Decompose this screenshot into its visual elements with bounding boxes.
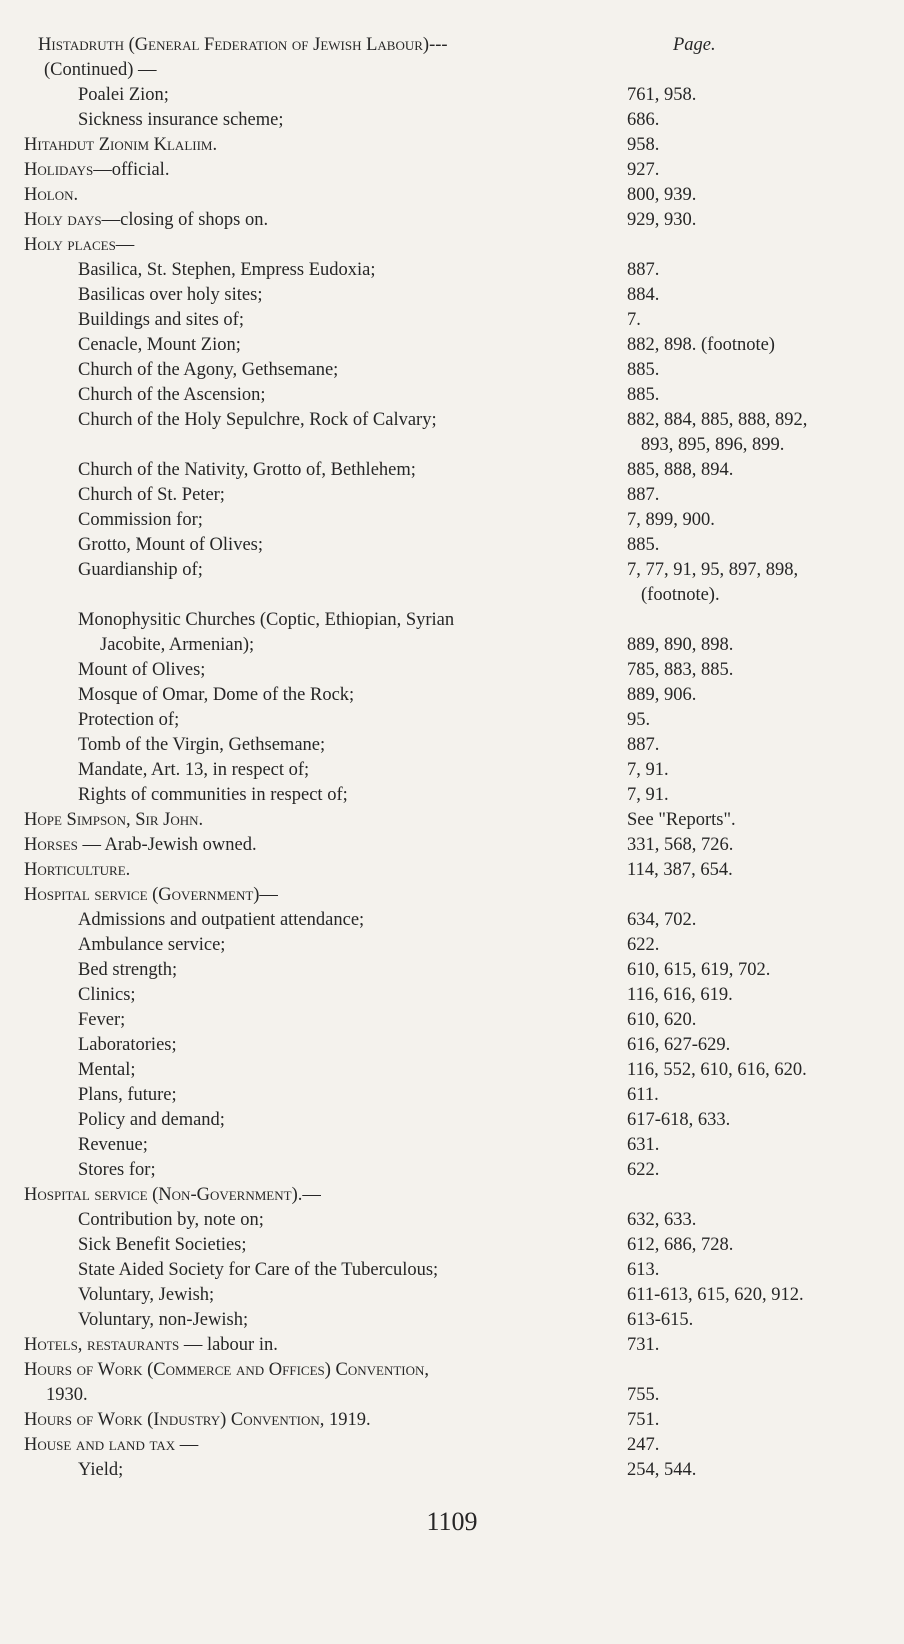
entry-term (0, 633, 610, 658)
entry-term (0, 1058, 610, 1083)
index-entry (0, 133, 904, 158)
index-entry (0, 308, 904, 333)
entry-text: Protection of; (78, 710, 180, 730)
index-entry-continuation (0, 583, 904, 608)
entry-term (0, 1008, 610, 1033)
entry-text: Voluntary, non-Jewish; (78, 1310, 249, 1330)
entry-page-refs: 254, 544. (627, 1460, 697, 1480)
entry-term (0, 233, 610, 258)
entry-text: Mosque of Omar, Dome of the Rock; (78, 685, 355, 705)
index-entry (0, 1233, 904, 1258)
entry-term (0, 183, 610, 208)
entry-term (0, 208, 610, 233)
entry-heading-smallcaps: Holy places— (24, 235, 135, 255)
entry-text: Basilica, St. Stephen, Empress Eudoxia; (78, 260, 376, 280)
entry-page-refs: 887. (627, 735, 660, 755)
entry-term (0, 1133, 610, 1158)
entry-text: Laboratories; (78, 1035, 177, 1055)
entry-term (0, 783, 610, 808)
index-entry (0, 258, 904, 283)
entry-heading-smallcaps: House and land tax (24, 1435, 176, 1455)
entry-text: Church of the Nativity, Grotto of, Bethlehem; (78, 460, 416, 480)
entry-term (0, 133, 610, 158)
entry-page-refs: 800, 939. (627, 185, 697, 205)
heading-text: Histadruth (General Federation of Jewish Labour)--- (38, 35, 448, 55)
index-entry (0, 1408, 904, 1433)
entry-heading-smallcaps: Holon. (24, 185, 79, 205)
entry-text: Plans, future; (78, 1085, 177, 1105)
entry-term (0, 258, 610, 283)
entry-page-refs: 893, 895, 896, 899. (641, 435, 785, 455)
entry-term (0, 458, 610, 483)
entry-page-refs: 622. (627, 1160, 660, 1180)
entry-text: Rights of communities in respect of; (78, 785, 348, 805)
entry-term (0, 383, 610, 408)
entry-term (0, 908, 610, 933)
entry-term (0, 1433, 610, 1458)
entry-page-refs: 611. (627, 1085, 659, 1105)
entry-heading-smallcaps: Horses (24, 835, 78, 855)
entry-term (0, 658, 610, 683)
entry-page-refs: 884. (627, 285, 660, 305)
entry-page-refs: 887. (627, 485, 660, 505)
continued-heading (0, 33, 904, 58)
index-entry (0, 658, 904, 683)
index-entry (0, 458, 904, 483)
entry-page-refs: 612, 686, 728. (627, 1235, 734, 1255)
entry-page-refs: 631. (627, 1135, 660, 1155)
entry-term (0, 1258, 610, 1283)
entry-page-refs: 755. (627, 1385, 660, 1405)
entry-term (0, 933, 610, 958)
entry-heading-smallcaps: Hours of Work (Industry) Convention, (24, 1410, 325, 1430)
index-entry (0, 883, 904, 908)
entry-page-refs: 889, 906. (627, 685, 697, 705)
entry-text: Stores for; (78, 1160, 156, 1180)
entry-page-refs: 610, 615, 619, 702. (627, 960, 771, 980)
index-entry-continuation (0, 433, 904, 458)
entry-page-refs: 882, 884, 885, 888, 892, (627, 410, 808, 430)
entry-term (0, 708, 610, 733)
entry-text: Guardianship of; (78, 560, 203, 580)
index-entry (0, 708, 904, 733)
entry-term (0, 1383, 610, 1408)
index-entry (0, 1083, 904, 1108)
entry-text: Clinics; (78, 985, 136, 1005)
entry-page-refs: 885. (627, 360, 660, 380)
index-entry-continuation (0, 633, 904, 658)
entry-text: (Continued) — (44, 60, 157, 80)
index-entry (0, 1058, 904, 1083)
entry-page-refs: 887. (627, 260, 660, 280)
entry-text: Church of the Holy Sepulchre, Rock of Calvary; (78, 410, 437, 430)
index-entry (0, 333, 904, 358)
entry-text: Sick Benefit Societies; (78, 1235, 247, 1255)
entry-term (0, 683, 610, 708)
entry-term (0, 733, 610, 758)
entry-text: Grotto, Mount of Olives; (78, 535, 263, 555)
entry-text: Revenue; (78, 1135, 148, 1155)
entry-term (0, 533, 610, 558)
entry-text: State Aided Society for Care of the Tuberculous; (78, 1260, 439, 1280)
entry-heading-smallcaps: Holidays (24, 160, 94, 180)
entry-term (0, 958, 610, 983)
index-entry (0, 208, 904, 233)
index-entry-continuation (0, 1383, 904, 1408)
entry-heading-smallcaps: Hospital service (Government)— (24, 885, 278, 905)
index-entry (0, 1308, 904, 1333)
entry-term (0, 833, 610, 858)
page-number: 1109 (426, 1507, 478, 1536)
entry-page-refs: 7, 91. (627, 785, 669, 805)
index-entry (0, 1208, 904, 1233)
entry-term (0, 1108, 610, 1133)
entry-text: —official. (93, 160, 170, 180)
entry-term (0, 283, 610, 308)
entry-term (0, 1308, 610, 1333)
entry-text-continued: Jacobite, Armenian); (100, 635, 255, 655)
index-entry (0, 83, 904, 108)
entry-page-refs: 114, 387, 654. (627, 860, 733, 880)
index-entry (0, 483, 904, 508)
index-entry (0, 408, 904, 433)
index-entry (0, 958, 904, 983)
entry-term (0, 1408, 610, 1433)
index-entry (0, 608, 904, 633)
entry-page-refs: 889, 890, 898. (627, 635, 734, 655)
entry-term (0, 508, 610, 533)
entry-text: —closing of shops on. (101, 210, 269, 230)
entry-term (0, 1183, 610, 1208)
entry-text: Fever; (78, 1010, 126, 1030)
entry-text: — labour in. (179, 1335, 278, 1355)
entry-text: Sickness insurance scheme; (78, 110, 284, 130)
entry-term (0, 1233, 610, 1258)
entry-page-refs: 785, 883, 885. (627, 660, 734, 680)
entry-text: Church of St. Peter; (78, 485, 225, 505)
index-page (0, 33, 904, 1537)
entry-page-refs: 751. (627, 1410, 660, 1430)
entry-term (0, 83, 610, 108)
entry-text: Church of the Agony, Gethsemane; (78, 360, 339, 380)
index-entry (0, 758, 904, 783)
entry-page-refs: 622. (627, 935, 660, 955)
entry-text: Commission for; (78, 510, 203, 530)
entry-term (0, 483, 610, 508)
entry-term (0, 1208, 610, 1233)
index-entry (0, 1108, 904, 1133)
entry-text: Tomb of the Virgin, Gethsemane; (78, 735, 326, 755)
entry-term (0, 1083, 610, 1108)
entry-page-refs: 958. (627, 135, 660, 155)
entry-term (0, 983, 610, 1008)
entry-page-refs: 882, 898. (footnote) (627, 335, 775, 355)
entry-text: Basilicas over holy sites; (78, 285, 263, 305)
entry-text: Bed strength; (78, 960, 178, 980)
index-entry (0, 1283, 904, 1308)
entry-term (0, 883, 610, 908)
entry-page-refs: 116, 552, 610, 616, 620. (627, 1060, 807, 1080)
entry-text: Yield; (78, 1460, 124, 1480)
index-entry (0, 908, 904, 933)
entry-page-refs: 116, 616, 619. (627, 985, 733, 1005)
index-entry (0, 983, 904, 1008)
entry-text: Poalei Zion; (78, 85, 169, 105)
entry-term (0, 108, 610, 133)
entry-page-refs: 731. (627, 1335, 660, 1355)
entry-page-refs: 331, 568, 726. (627, 835, 734, 855)
entry-page-refs: 927. (627, 160, 660, 180)
entry-text: — Arab-Jewish owned. (77, 835, 257, 855)
entry-term (0, 1333, 610, 1358)
entry-term (0, 558, 610, 583)
entry-page-refs: 617-618, 633. (627, 1110, 731, 1130)
index-entry (0, 158, 904, 183)
entry-term (0, 1283, 610, 1308)
entry-page-refs: 885. (627, 535, 660, 555)
entry-text: Mandate, Art. 13, in respect of; (78, 760, 310, 780)
entry-term (0, 358, 610, 383)
index-entry (0, 283, 904, 308)
entry-term (0, 1033, 610, 1058)
entry-heading-smallcaps: Holy days (24, 210, 102, 230)
entry-page-refs: 613. (627, 1260, 660, 1280)
entry-page-refs: 885, 888, 894. (627, 460, 734, 480)
entry-text-continued: 1930. (46, 1385, 88, 1405)
entry-text: Mental; (78, 1060, 136, 1080)
index-entry (0, 1358, 904, 1383)
entry-term (0, 333, 610, 358)
index-entry (0, 58, 904, 83)
entry-term (0, 608, 610, 633)
entry-page-refs: 686. (627, 110, 660, 130)
entry-page-refs: 613-615. (627, 1310, 694, 1330)
entry-text: Cenacle, Mount Zion; (78, 335, 241, 355)
entry-heading-smallcaps: Hope Simpson, Sir John. (24, 810, 204, 830)
index-entry (0, 783, 904, 808)
entry-term (0, 308, 610, 333)
index-entry (0, 1183, 904, 1208)
entry-page-refs: 616, 627-629. (627, 1035, 731, 1055)
index-entry (0, 1033, 904, 1058)
entry-text: Policy and demand; (78, 1110, 225, 1130)
index-entry (0, 508, 904, 533)
entry-term (0, 1458, 610, 1483)
index-entry (0, 1333, 904, 1358)
index-entry (0, 858, 904, 883)
entry-term (0, 1158, 610, 1183)
entry-text: Contribution by, note on; (78, 1210, 264, 1230)
index-entry (0, 108, 904, 133)
entry-text: Monophysitic Churches (Coptic, Ethiopian, Syrian (78, 610, 455, 630)
entry-page-refs: 610, 620. (627, 1010, 697, 1030)
entry-heading-smallcaps: Hitahdut Zionim Klaliim. (24, 135, 218, 155)
index-entry (0, 558, 904, 583)
index-entries (0, 58, 904, 1483)
index-entry (0, 358, 904, 383)
entry-text: Admissions and outpatient attendance; (78, 910, 365, 930)
page-column-label: Page. (673, 35, 716, 55)
index-entry (0, 233, 904, 258)
entry-term (0, 758, 610, 783)
entry-term (0, 808, 610, 833)
entry-page-refs: 7. (627, 310, 641, 330)
entry-heading-smallcaps: Horticulture. (24, 860, 131, 880)
entry-page-refs: 247. (627, 1435, 660, 1455)
entry-page-refs: 632, 633. (627, 1210, 697, 1230)
entry-term (0, 858, 610, 883)
entry-page-refs: 761, 958. (627, 85, 697, 105)
entry-page-refs: 885. (627, 385, 660, 405)
entry-heading-smallcaps: Hours of Work (Commerce and Offices) Convention, (24, 1360, 430, 1380)
entry-page-refs: 7, 91. (627, 760, 669, 780)
index-entry (0, 533, 904, 558)
entry-term (0, 408, 610, 433)
index-entry (0, 733, 904, 758)
entry-text: Buildings and sites of; (78, 310, 244, 330)
index-entry (0, 1158, 904, 1183)
entry-page-refs: See "Reports". (627, 810, 736, 830)
entry-page-refs: 611-613, 615, 620, 912. (627, 1285, 804, 1305)
entry-heading-smallcaps: Hospital service (Non-Government).— (24, 1185, 321, 1205)
entry-text: Mount of Olives; (78, 660, 206, 680)
entry-heading-smallcaps: Hotels, restaurants (24, 1335, 180, 1355)
index-entry (0, 383, 904, 408)
entry-text: Voluntary, Jewish; (78, 1285, 215, 1305)
entry-term (0, 58, 610, 83)
index-entry (0, 833, 904, 858)
index-entry (0, 1458, 904, 1483)
entry-term (0, 158, 610, 183)
entry-page-refs: 634, 702. (627, 910, 697, 930)
index-entry (0, 183, 904, 208)
index-entry (0, 1008, 904, 1033)
entry-text: 1919. (324, 1410, 371, 1430)
entry-text: — (175, 1435, 199, 1455)
entry-page-refs: 7, 899, 900. (627, 510, 715, 530)
index-entry (0, 1433, 904, 1458)
entry-text: Church of the Ascension; (78, 385, 266, 405)
index-entry (0, 1133, 904, 1158)
entry-text: Ambulance service; (78, 935, 226, 955)
entry-term (0, 1358, 610, 1383)
entry-page-refs: (footnote). (641, 585, 720, 605)
index-entry (0, 933, 904, 958)
index-entry (0, 808, 904, 833)
index-entry (0, 1258, 904, 1283)
entry-page-refs: 95. (627, 710, 651, 730)
entry-page-refs: 929, 930. (627, 210, 697, 230)
index-entry (0, 683, 904, 708)
entry-page-refs: 7, 77, 91, 95, 897, 898, (627, 560, 799, 580)
